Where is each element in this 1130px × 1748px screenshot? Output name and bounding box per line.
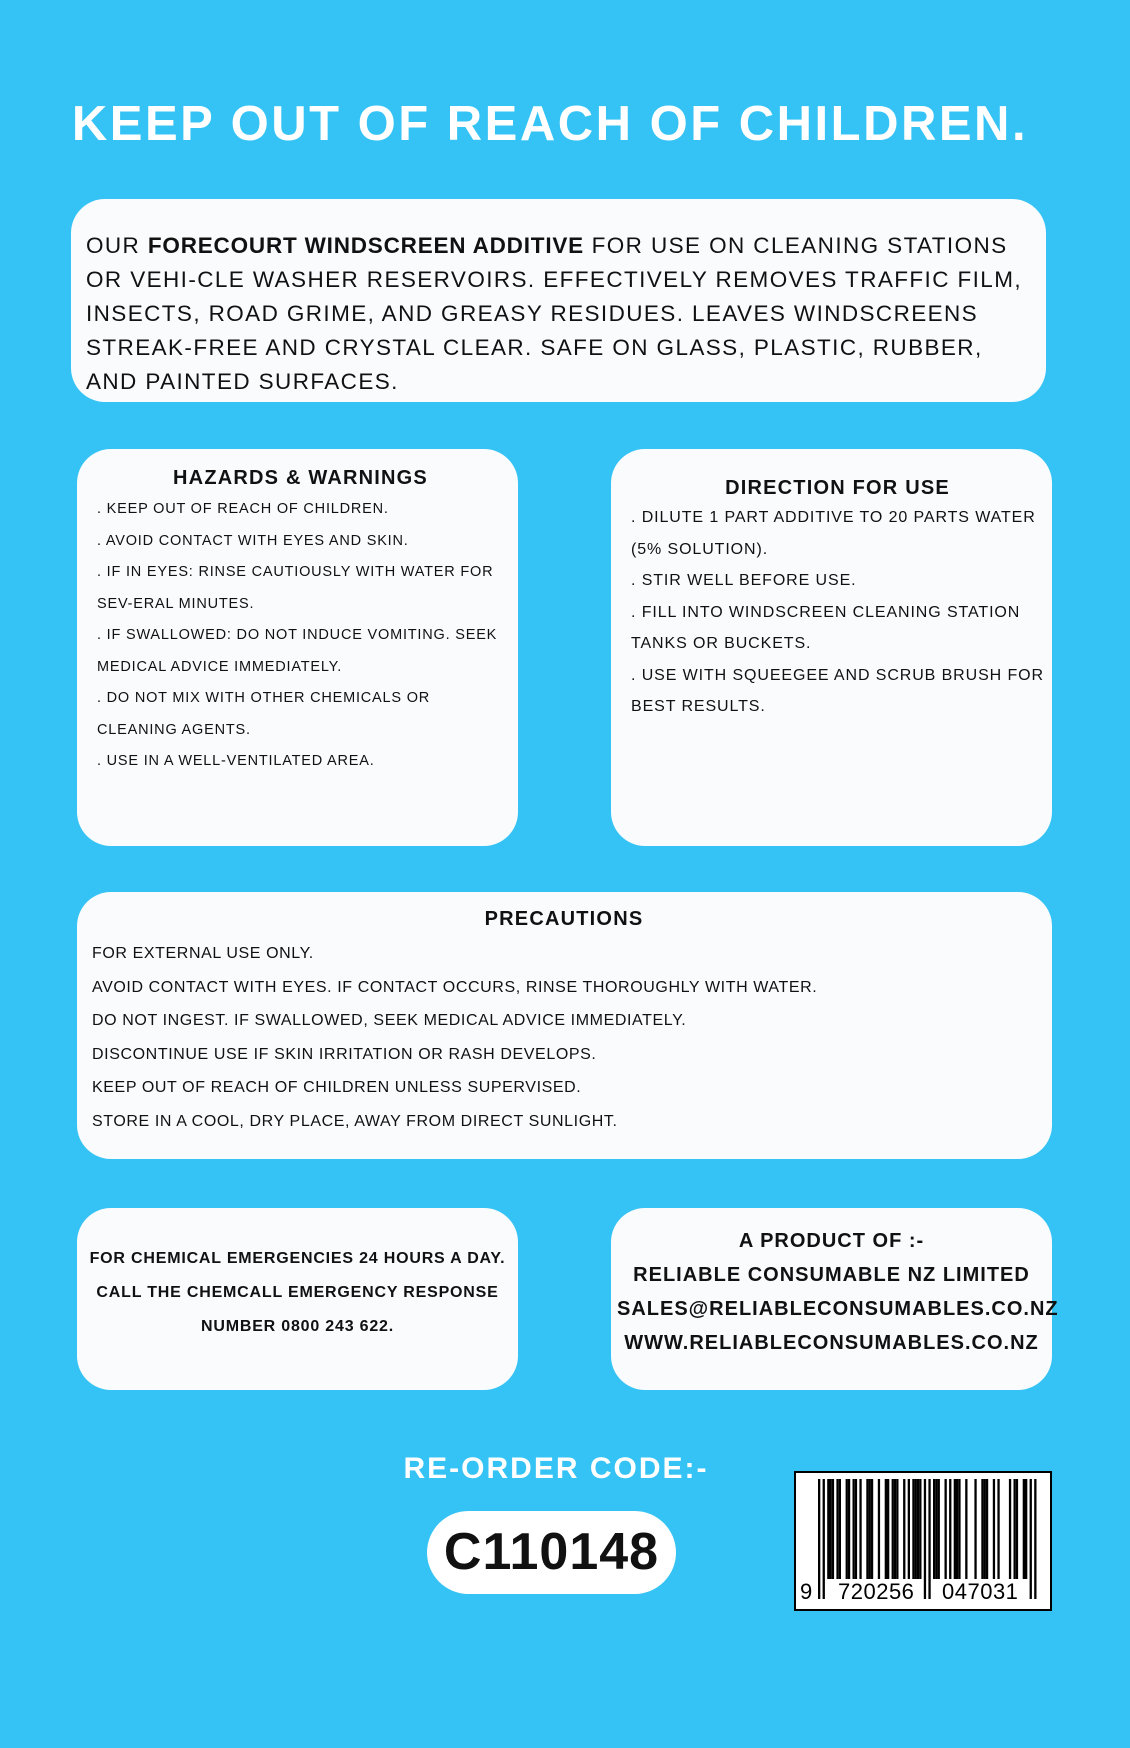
- barcode-bar: [830, 1479, 832, 1579]
- barcode-bar: [986, 1479, 988, 1579]
- barcode-bar: [908, 1479, 910, 1579]
- barcode-bar: [981, 1479, 983, 1579]
- product-name: FORECOURT WINDSCREEN ADDITIVE: [147, 233, 584, 258]
- barcode-bar: [823, 1479, 825, 1599]
- barcode-bar: [997, 1479, 999, 1579]
- hazard-item: . IF SWALLOWED: DO NOT INDUCE VOMITING. SEEK MEDICAL ADVICE IMMEDIATELY.: [97, 627, 498, 675]
- hazard-item: . DO NOT MIX WITH OTHER CHEMICALS OR CLEANING AGENTS.: [97, 690, 431, 738]
- emergency-phone-line: NUMBER 0800 243 622.: [201, 1318, 394, 1335]
- directions-heading: DIRECTION FOR USE: [725, 477, 950, 499]
- hazard-item: . IF IN EYES: RINSE CAUTIOUSLY WITH WATER FOR SEV-ERAL MINUTES.: [97, 564, 494, 612]
- barcode-left-group: 720256: [838, 1579, 915, 1604]
- barcode-bar: [974, 1479, 976, 1579]
- emergency-line: CALL THE CHEMCALL EMERGENCY RESPONSE: [96, 1284, 499, 1301]
- precaution-item: DO NOT INGEST. IF SWALLOWED, SEEK MEDICAL ADVICE IMMEDIATELY.: [92, 1012, 687, 1029]
- precaution-item: KEEP OUT OF REACH OF CHILDREN UNLESS SUPERVISED.: [92, 1079, 582, 1096]
- barcode-bar: [832, 1479, 834, 1579]
- barcode-bar: [869, 1479, 871, 1579]
- company-name: RELIABLE CONSUMABLE NZ LIMITED: [633, 1264, 1030, 1286]
- barcode-bar: [938, 1479, 940, 1579]
- barcode-bar: [1014, 1479, 1016, 1579]
- barcode-bar: [1016, 1479, 1018, 1579]
- barcode-bar: [892, 1479, 894, 1579]
- barcode: [794, 1471, 1052, 1611]
- barcode-bar: [917, 1479, 919, 1579]
- barcode-bar: [848, 1479, 850, 1579]
- barcode-bar: [949, 1479, 951, 1579]
- direction-item: . FILL INTO WINDSCREEN CLEANING STATION TANKS OR BUCKETS.: [631, 603, 1021, 652]
- direction-item: . STIR WELL BEFORE USE.: [631, 572, 857, 589]
- hazard-item: . KEEP OUT OF REACH OF CHILDREN.: [97, 501, 389, 517]
- page-title: KEEP OUT OF REACH OF CHILDREN.: [71, 97, 1029, 151]
- barcode-bar: [871, 1479, 873, 1579]
- barcode-right-group: 047031: [942, 1579, 1019, 1604]
- barcode-bar: [945, 1479, 947, 1579]
- hazard-item: . USE IN A WELL-VENTILATED AREA.: [97, 753, 375, 769]
- company-email: SALES@RELIABLECONSUMABLES.CO.NZ: [617, 1298, 1059, 1320]
- precaution-item: AVOID CONTACT WITH EYES. IF CONTACT OCCURS, RINSE THOROUGHLY WITH WATER.: [92, 978, 818, 996]
- barcode-bar: [956, 1479, 958, 1579]
- barcode-bar: [984, 1479, 986, 1579]
- barcode-bar: [859, 1479, 861, 1579]
- barcode-bar: [958, 1479, 960, 1579]
- barcode-bar: [894, 1479, 896, 1579]
- hazards-card: [77, 449, 518, 846]
- barcode-bar: [928, 1479, 930, 1599]
- reorder-code: C110148: [427, 1511, 676, 1594]
- barcode-bar: [866, 1479, 868, 1579]
- barcode-bar: [846, 1479, 848, 1579]
- barcode-bar: [924, 1479, 926, 1599]
- manufacturer-card: [611, 1208, 1059, 1390]
- barcode-first-digit: 9: [800, 1579, 813, 1604]
- barcode-bar: [839, 1479, 841, 1579]
- barcode-bar: [935, 1479, 937, 1579]
- barcode-bar: [836, 1479, 838, 1579]
- barcode-bar: [903, 1479, 905, 1579]
- intro-prefix: OUR: [86, 233, 148, 258]
- product-description-card: [71, 199, 1046, 402]
- hazards-list: [97, 494, 504, 778]
- barcode-bar: [933, 1479, 935, 1579]
- barcode-bar: [1034, 1479, 1036, 1599]
- intro-text: FOR USE ON CLEANING STATIONS OR VEHI-CLE WASHER RESERVOIRS. EFFECTIVELY REMOVES TRAFFIC FILM, INSECTS, ROAD GRIME, AND GREASY RESIDUES. LEAVES WINDSCREENS STREAK-FREE AND CRYSTAL CLEAR. SAFE ON GLASS, PLASTIC, RUBBER, AND PAINTED SURFACES.: [86, 233, 1022, 394]
- direction-item: . USE WITH SQUEEGEE AND SCRUB BRUSH FOR BEST RESULTS.: [631, 666, 1044, 715]
- emergency-card: [77, 1208, 518, 1390]
- manufacturer-label: A PRODUCT OF :-: [738, 1230, 925, 1252]
- directions-card: [611, 449, 1052, 846]
- precaution-item: STORE IN A COOL, DRY PLACE, AWAY FROM DIRECT SUNLIGHT.: [92, 1112, 618, 1130]
- barcode-bar: [1009, 1479, 1011, 1579]
- barcode-bar: [1025, 1479, 1027, 1579]
- barcode-bar: [818, 1479, 820, 1599]
- barcode-bar: [993, 1479, 995, 1579]
- barcode-bar: [1023, 1479, 1025, 1579]
- precautions-list: [92, 937, 1036, 1138]
- barcode-bar: [954, 1479, 956, 1579]
- barcode-bar: [896, 1479, 898, 1579]
- barcode-bar: [919, 1479, 921, 1579]
- precautions-card: [77, 892, 1052, 1159]
- barcode-bar: [853, 1479, 855, 1579]
- precaution-item: FOR EXTERNAL USE ONLY.: [92, 945, 314, 962]
- hazards-heading: HAZARDS & WARNINGS: [173, 467, 428, 489]
- barcode-bar: [887, 1479, 889, 1579]
- hazard-item: . AVOID CONTACT WITH EYES AND SKIN.: [97, 532, 409, 549]
- directions-list: [631, 502, 1044, 723]
- barcode-bar: [878, 1479, 880, 1579]
- emergency-line: FOR CHEMICAL EMERGENCIES 24 HOURS A DAY.: [89, 1250, 506, 1267]
- barcode-bar: [965, 1479, 967, 1579]
- barcode-bar: [912, 1479, 914, 1579]
- precaution-item: DISCONTINUE USE IF SKIN IRRITATION OR RASH DEVELOPS.: [92, 1045, 597, 1063]
- barcode-bar: [885, 1479, 887, 1579]
- barcode-bar: [1030, 1479, 1032, 1599]
- reorder-label: RE-ORDER CODE:-: [403, 1452, 709, 1485]
- barcode-bar: [827, 1479, 829, 1579]
- precautions-heading: PRECAUTIONS: [484, 908, 644, 930]
- barcode-bar: [855, 1479, 857, 1579]
- barcode-bar: [915, 1479, 917, 1579]
- direction-item: . DILUTE 1 PART ADDITIVE TO 20 PARTS WATER (5% SOLUTION).: [631, 509, 1036, 558]
- company-website: WWW.RELIABLECONSUMABLES.CO.NZ: [624, 1332, 1039, 1354]
